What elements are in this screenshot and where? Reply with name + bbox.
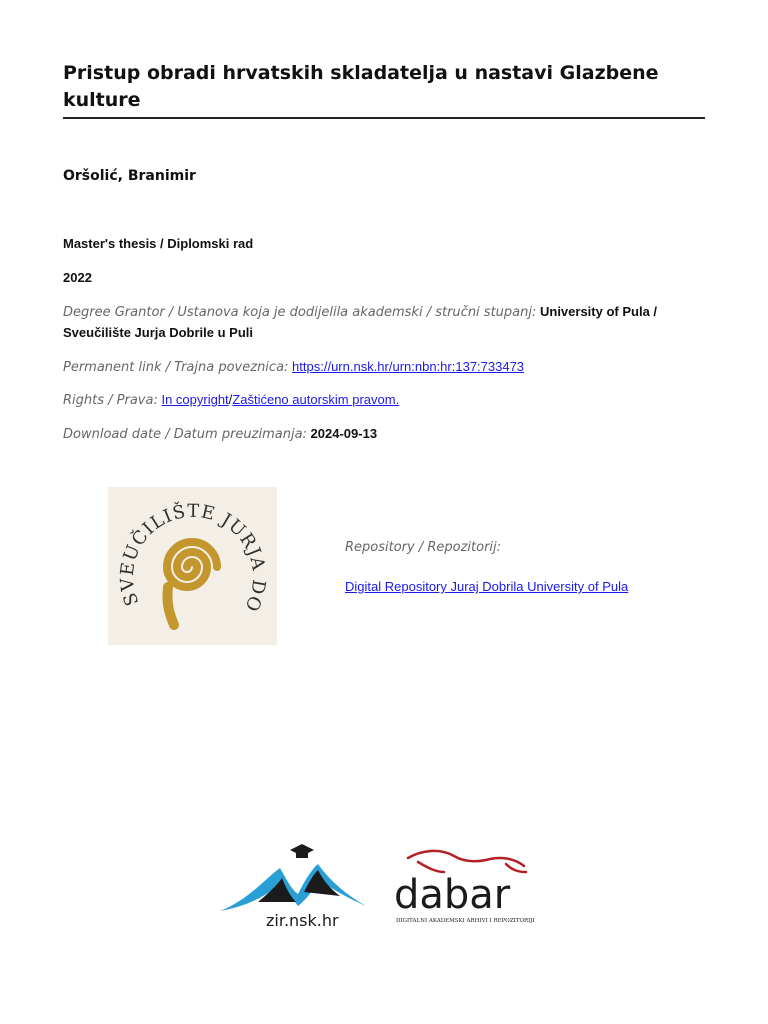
degree-grantor-label: Degree Grantor / Ustanova koja je dodijelila akademski / stručni stupanj: xyxy=(63,305,537,320)
author-name: Oršolić, Branimir xyxy=(63,168,196,184)
year-value: 2022 xyxy=(63,270,92,285)
degree-grantor xyxy=(63,302,703,343)
permanent-link-label: Permanent link / Trajna poveznica: xyxy=(63,360,289,375)
dabar-subtitle: DIGITALNI AKADEMSKI ARHIVI I REPOZITORIJI xyxy=(396,918,535,924)
repository-link[interactable]: Digital Repository Juraj Dobrila University of Pula xyxy=(345,579,629,594)
zir-dabar-logos xyxy=(218,838,550,930)
footer-logos xyxy=(218,838,550,930)
repository-link-wrapper xyxy=(345,576,628,595)
permanent-link-url[interactable]: https://urn.nsk.hr/urn:nbn:hr:137:733473 xyxy=(292,359,525,374)
degree-grantor-value: University of Pula / Sveučilište Jurja Dobrile u Puli xyxy=(63,304,658,340)
download-date xyxy=(63,424,703,445)
download-date-value: 2024-09-13 xyxy=(310,426,378,441)
dabar-label: dabar xyxy=(394,872,511,918)
zir-label: zir.nsk.hr xyxy=(266,911,339,930)
permanent-link xyxy=(63,357,703,378)
rights-link-zasticeno[interactable]: Zaštićeno autorskim pravom. xyxy=(232,392,400,407)
university-ring-text: SVEUČILIŠTE JURJA DO xyxy=(116,500,270,616)
download-date-label: Download date / Datum preuzimanja: xyxy=(63,427,307,442)
university-seal-icon xyxy=(108,487,277,645)
rights-separator: / xyxy=(228,392,233,407)
rights xyxy=(63,390,703,411)
rights-link-in-copyright[interactable]: In copyright xyxy=(161,392,229,407)
document-type-value: Master's thesis / Diplomski rad xyxy=(63,236,254,251)
university-logo xyxy=(108,487,277,645)
rights-label: Rights / Prava: xyxy=(63,393,158,408)
page-title: Pristup obradi hrvatskih skladatelja u nastavi Glazbene kulture xyxy=(63,62,659,111)
repository-label: Repository / Repozitorij: xyxy=(345,540,502,555)
year xyxy=(63,268,703,288)
title-divider xyxy=(63,117,705,119)
document-type xyxy=(63,234,703,254)
zir-mountain-icon xyxy=(220,844,366,911)
dabar-beaver-icon xyxy=(408,851,526,872)
